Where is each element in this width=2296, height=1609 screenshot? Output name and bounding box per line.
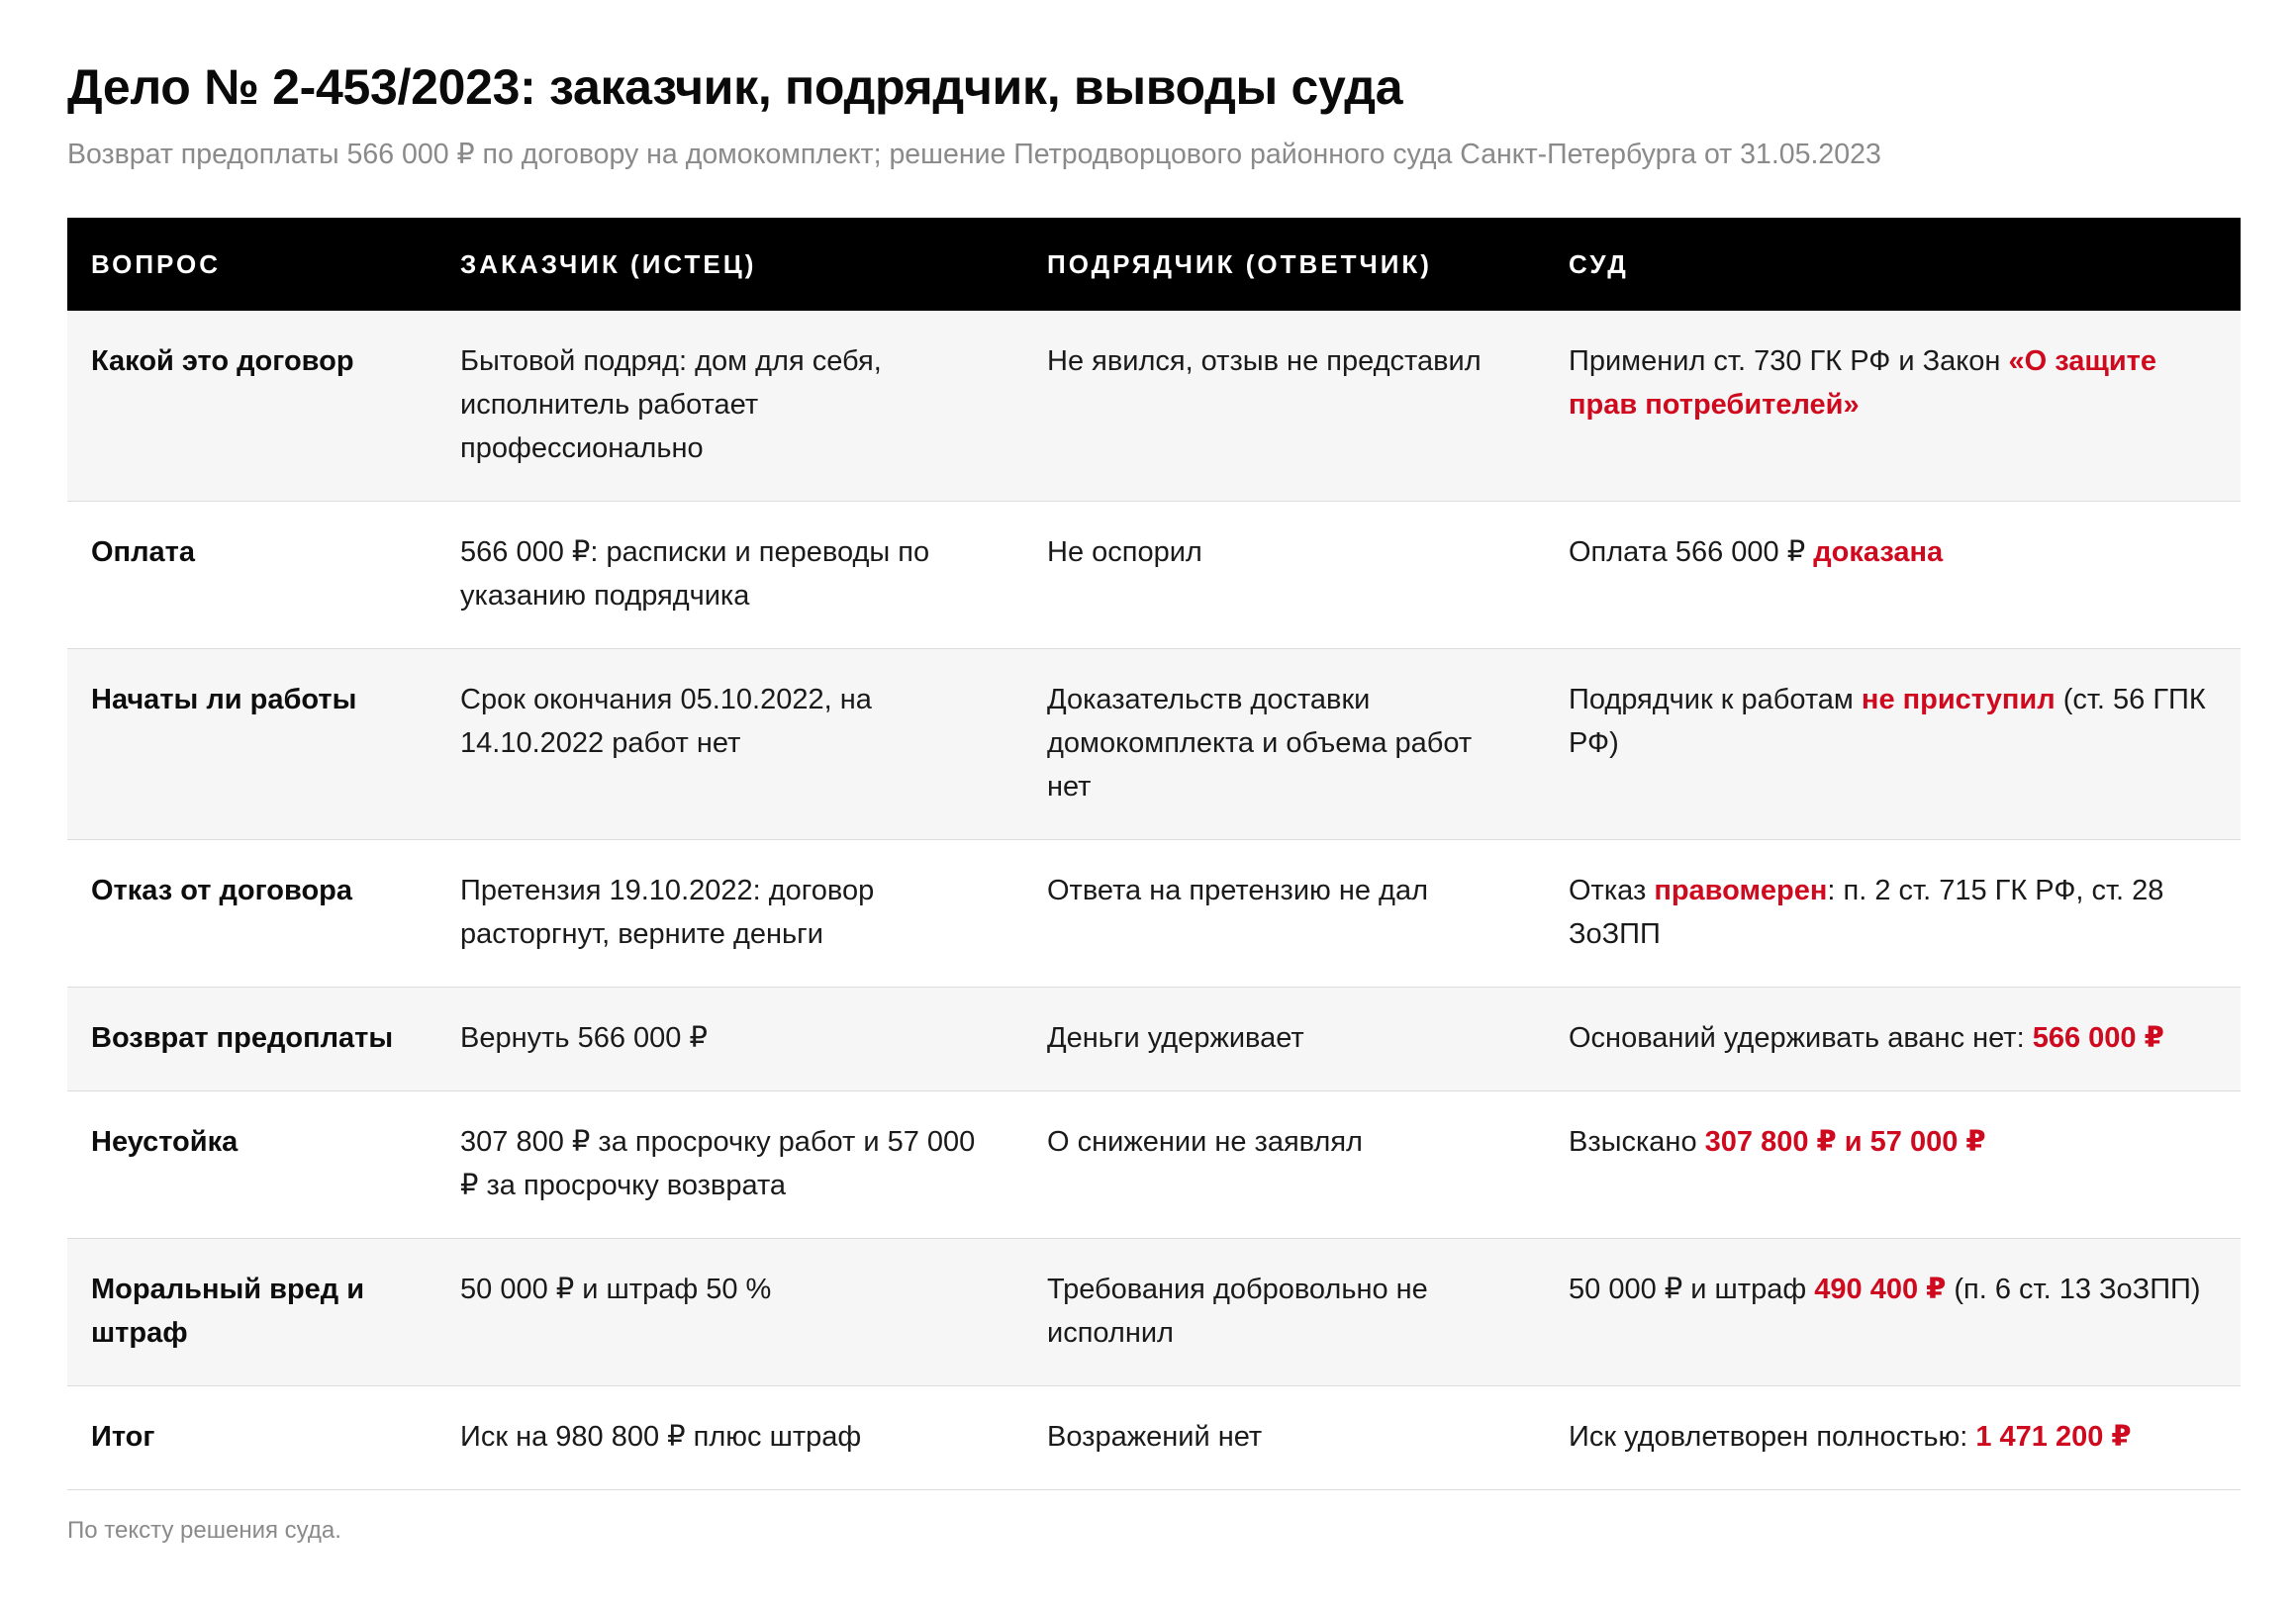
header-contractor: ПОДРЯДЧИК (ОТВЕТЧИК) bbox=[1023, 218, 1545, 311]
court-text-before: Применил ст. 730 ГК РФ и Закон bbox=[1569, 345, 2009, 377]
row-client-position: 307 800 ₽ за просрочку работ и 57 000 ₽ за просрочку возврата bbox=[436, 1091, 1023, 1239]
court-text-before: Иск удовлетворен полностью: bbox=[1569, 1421, 1976, 1453]
row-question: Неустойка bbox=[67, 1091, 436, 1239]
table-row bbox=[67, 1386, 2241, 1490]
row-client-position: 50 000 ₽ и штраф 50 % bbox=[436, 1239, 1023, 1386]
page-subtitle: Возврат предоплаты 566 000 ₽ по договору на домокомплект; решение Петродворцового районного суда Санкт-Петербурга от 31.05.2023 bbox=[67, 139, 1881, 170]
row-question: Итог bbox=[67, 1386, 436, 1490]
row-court-ruling bbox=[1545, 649, 2241, 840]
row-court-ruling bbox=[1545, 988, 2241, 1091]
page bbox=[67, 51, 2241, 1548]
header-question: ВОПРОС bbox=[67, 218, 436, 311]
row-contractor-position: О снижении не заявлял bbox=[1023, 1091, 1545, 1239]
row-contractor-position: Не явился, отзыв не представил bbox=[1023, 311, 1545, 502]
row-court-ruling bbox=[1545, 1091, 2241, 1239]
court-highlight: «О защите прав потребителей» bbox=[1569, 345, 2156, 421]
court-text-before: Оплата 566 000 ₽ bbox=[1569, 536, 1814, 568]
table-row bbox=[67, 311, 2241, 502]
row-question: Какой это договор bbox=[67, 311, 436, 502]
table-row bbox=[67, 1239, 2241, 1386]
row-question: Возврат предоплаты bbox=[67, 988, 436, 1091]
row-court-ruling bbox=[1545, 311, 2241, 502]
court-highlight: 307 800 ₽ и 57 000 ₽ bbox=[1704, 1126, 1986, 1158]
table-row bbox=[67, 840, 2241, 988]
row-client-position: Бытовой подряд: дом для себя, исполнитель работает профессионально bbox=[436, 311, 1023, 502]
table-row bbox=[67, 988, 2241, 1091]
row-court-ruling bbox=[1545, 840, 2241, 988]
row-client-position: Срок окончания 05.10.2022, на 14.10.2022 работ нет bbox=[436, 649, 1023, 840]
header-court: СУД bbox=[1545, 218, 2241, 311]
row-question: Начаты ли работы bbox=[67, 649, 436, 840]
row-contractor-position: Деньги удерживает bbox=[1023, 988, 1545, 1091]
row-contractor-position: Доказательств доставки домокомплекта и объема работ нет bbox=[1023, 649, 1545, 840]
court-highlight: 490 400 ₽ bbox=[1814, 1274, 1947, 1305]
row-contractor-position: Возражений нет bbox=[1023, 1386, 1545, 1490]
row-question: Отказ от договора bbox=[67, 840, 436, 988]
court-text-after: (ст. 56 ГПК РФ) bbox=[1569, 684, 2206, 759]
table-body bbox=[67, 311, 2241, 1490]
row-question: Оплата bbox=[67, 502, 436, 649]
court-text-before: Оснований удерживать аванс нет: bbox=[1569, 1022, 2033, 1054]
court-text-before: 50 000 ₽ и штраф bbox=[1569, 1274, 1815, 1305]
court-text-after: : п. 2 ст. 715 ГК РФ, ст. 28 ЗоЗПП bbox=[1569, 875, 2164, 950]
row-court-ruling bbox=[1545, 1386, 2241, 1490]
court-highlight: 566 000 ₽ bbox=[2032, 1022, 2164, 1054]
case-table bbox=[67, 218, 2241, 1490]
court-text-before: Взыскано bbox=[1569, 1126, 1705, 1158]
row-contractor-position: Требования добровольно не исполнил bbox=[1023, 1239, 1545, 1386]
table-row bbox=[67, 1091, 2241, 1239]
row-client-position: 566 000 ₽: расписки и переводы по указанию подрядчика bbox=[436, 502, 1023, 649]
row-question: Моральный вред и штраф bbox=[67, 1239, 436, 1386]
header-row bbox=[67, 218, 2241, 311]
court-highlight: доказана bbox=[1813, 536, 1944, 568]
row-court-ruling bbox=[1545, 1239, 2241, 1386]
table-row bbox=[67, 649, 2241, 840]
row-contractor-position: Ответа на претензию не дал bbox=[1023, 840, 1545, 988]
court-text-after: (п. 6 ст. 13 ЗоЗПП) bbox=[1946, 1274, 2201, 1305]
row-client-position: Иск на 980 800 ₽ плюс штраф bbox=[436, 1386, 1023, 1490]
court-highlight: правомерен bbox=[1654, 875, 1828, 906]
footnote: По тексту решения суда. bbox=[67, 1517, 341, 1544]
row-client-position: Претензия 19.10.2022: договор расторгнут, верните деньги bbox=[436, 840, 1023, 988]
court-highlight: не приступил bbox=[1861, 684, 2056, 715]
court-text-before: Отказ bbox=[1569, 875, 1655, 906]
court-highlight: 1 471 200 ₽ bbox=[1975, 1421, 2132, 1453]
table-row bbox=[67, 502, 2241, 649]
row-court-ruling bbox=[1545, 502, 2241, 649]
table-header bbox=[67, 218, 2241, 311]
row-contractor-position: Не оспорил bbox=[1023, 502, 1545, 649]
page-title: Дело № 2-453/2023: заказчик, подрядчик, выводы суда bbox=[67, 59, 1403, 115]
row-client-position: Вернуть 566 000 ₽ bbox=[436, 988, 1023, 1091]
header-client: ЗАКАЗЧИК (ИСТЕЦ) bbox=[436, 218, 1023, 311]
court-text-before: Подрядчик к работам bbox=[1569, 684, 1862, 715]
